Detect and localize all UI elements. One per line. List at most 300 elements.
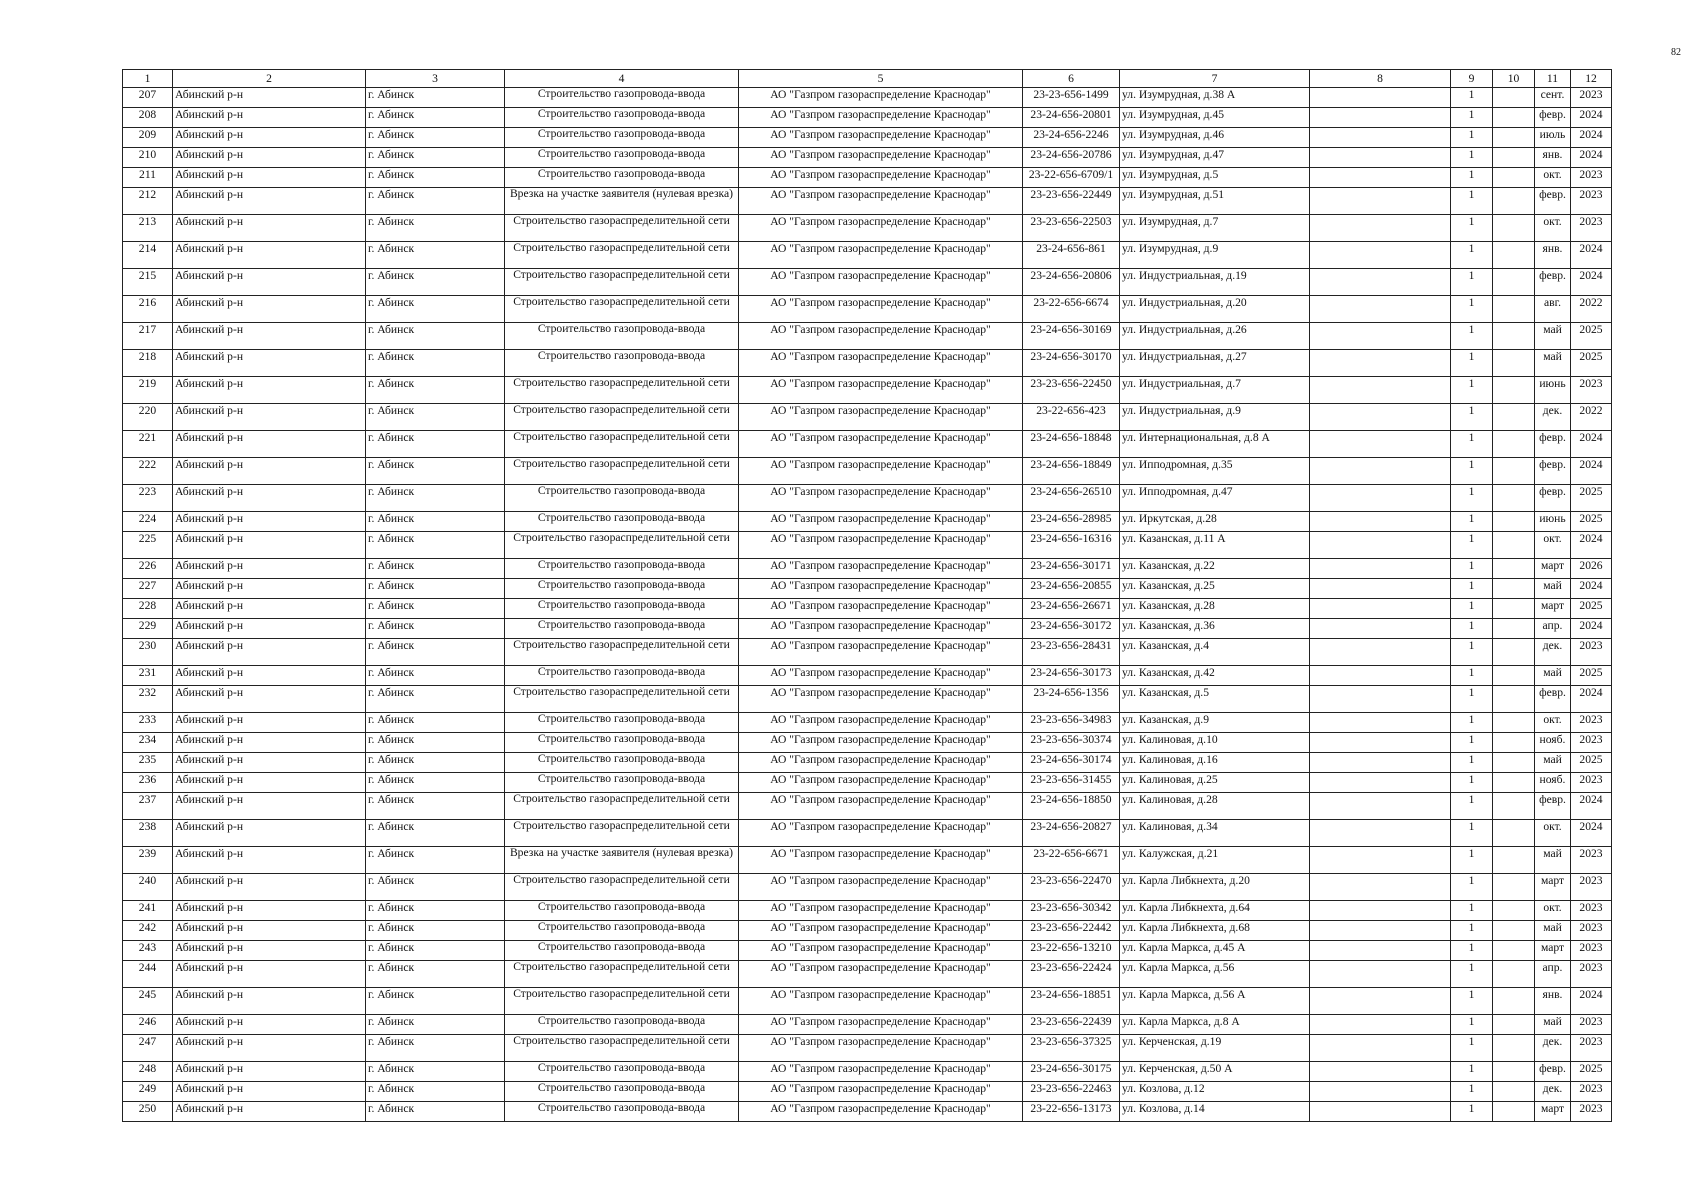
quantity-cell: 1: [1451, 242, 1493, 269]
application-code-cell: 23-23-656-1499: [1023, 88, 1120, 108]
district-cell: Абинский р-н: [173, 619, 366, 639]
row-number-cell: 214: [123, 242, 173, 269]
organization-cell: АО "Газпром газораспределение Краснодар": [739, 323, 1023, 350]
year-cell: 2023: [1571, 901, 1612, 921]
month-cell: окт.: [1535, 215, 1571, 242]
city-cell: г. Абинск: [366, 921, 505, 941]
district-cell: Абинский р-н: [173, 485, 366, 512]
address-cell: ул. Казанская, д.42: [1120, 666, 1310, 686]
city-cell: г. Абинск: [366, 773, 505, 793]
year-cell: 2024: [1571, 128, 1612, 148]
table-row: [123, 733, 1612, 753]
work-type-cell: Строительство газопровода-ввода: [505, 559, 739, 579]
work-type-cell: Строительство газопровода-ввода: [505, 108, 739, 128]
address-cell: ул. Ипподромная, д.35: [1120, 458, 1310, 485]
column-10-cell: [1493, 458, 1535, 485]
city-cell: г. Абинск: [366, 619, 505, 639]
work-type-cell: Строительство газораспределительной сети: [505, 961, 739, 988]
column-8-cell: [1310, 350, 1451, 377]
year-cell: 2023: [1571, 1082, 1612, 1102]
district-cell: Абинский р-н: [173, 148, 366, 168]
column-8-cell: [1310, 215, 1451, 242]
work-type-cell: Строительство газопровода-ввода: [505, 148, 739, 168]
column-8-cell: [1310, 88, 1451, 108]
table-row: [123, 168, 1612, 188]
district-cell: Абинский р-н: [173, 1035, 366, 1062]
year-cell: 2024: [1571, 532, 1612, 559]
work-type-cell: Строительство газораспределительной сети: [505, 1035, 739, 1062]
table-row: [123, 242, 1612, 269]
month-cell: февр.: [1535, 431, 1571, 458]
column-10-cell: [1493, 961, 1535, 988]
quantity-cell: 1: [1451, 619, 1493, 639]
row-number-cell: 212: [123, 188, 173, 215]
register-table: [122, 69, 1612, 1122]
column-10-cell: [1493, 148, 1535, 168]
column-10-cell: [1493, 753, 1535, 773]
quantity-cell: 1: [1451, 921, 1493, 941]
district-cell: Абинский р-н: [173, 323, 366, 350]
city-cell: г. Абинск: [366, 639, 505, 666]
application-code-cell: 23-23-656-22442: [1023, 921, 1120, 941]
organization-cell: АО "Газпром газораспределение Краснодар": [739, 188, 1023, 215]
application-code-cell: 23-24-656-1356: [1023, 686, 1120, 713]
quantity-cell: 1: [1451, 1015, 1493, 1035]
quantity-cell: 1: [1451, 377, 1493, 404]
address-cell: ул. Калужская, д.21: [1120, 847, 1310, 874]
city-cell: г. Абинск: [366, 431, 505, 458]
city-cell: г. Абинск: [366, 733, 505, 753]
organization-cell: АО "Газпром газораспределение Краснодар": [739, 559, 1023, 579]
address-cell: ул. Изумрудная, д.9: [1120, 242, 1310, 269]
work-type-cell: Строительство газораспределительной сети: [505, 874, 739, 901]
year-cell: 2024: [1571, 431, 1612, 458]
month-cell: дек.: [1535, 639, 1571, 666]
organization-cell: АО "Газпром газораспределение Краснодар": [739, 961, 1023, 988]
month-cell: май: [1535, 579, 1571, 599]
address-cell: ул. Ипподромная, д.47: [1120, 485, 1310, 512]
district-cell: Абинский р-н: [173, 847, 366, 874]
year-cell: 2025: [1571, 599, 1612, 619]
row-number-cell: 235: [123, 753, 173, 773]
row-number-cell: 232: [123, 686, 173, 713]
month-cell: февр.: [1535, 793, 1571, 820]
address-cell: ул. Индустриальная, д.26: [1120, 323, 1310, 350]
application-code-cell: 23-24-656-18851: [1023, 988, 1120, 1015]
column-10-cell: [1493, 820, 1535, 847]
quantity-cell: 1: [1451, 686, 1493, 713]
month-cell: янв.: [1535, 988, 1571, 1015]
column-header: 4: [505, 70, 739, 88]
organization-cell: АО "Газпром газораспределение Краснодар": [739, 168, 1023, 188]
column-header: 1: [123, 70, 173, 88]
quantity-cell: 1: [1451, 296, 1493, 323]
district-cell: Абинский р-н: [173, 1015, 366, 1035]
application-code-cell: 23-24-656-20801: [1023, 108, 1120, 128]
district-cell: Абинский р-н: [173, 666, 366, 686]
column-10-cell: [1493, 532, 1535, 559]
quantity-cell: 1: [1451, 1082, 1493, 1102]
column-8-cell: [1310, 619, 1451, 639]
month-cell: май: [1535, 847, 1571, 874]
row-number-cell: 218: [123, 350, 173, 377]
month-cell: окт.: [1535, 168, 1571, 188]
year-cell: 2026: [1571, 559, 1612, 579]
address-cell: ул. Карла Маркса, д.56: [1120, 961, 1310, 988]
row-number-cell: 222: [123, 458, 173, 485]
district-cell: Абинский р-н: [173, 168, 366, 188]
district-cell: Абинский р-н: [173, 215, 366, 242]
table-row: [123, 404, 1612, 431]
application-code-cell: 23-24-656-18849: [1023, 458, 1120, 485]
application-code-cell: 23-23-656-37325: [1023, 1035, 1120, 1062]
column-8-cell: [1310, 921, 1451, 941]
application-code-cell: 23-23-656-22424: [1023, 961, 1120, 988]
application-code-cell: 23-24-656-30171: [1023, 559, 1120, 579]
work-type-cell: Строительство газораспределительной сети: [505, 686, 739, 713]
district-cell: Абинский р-н: [173, 1102, 366, 1122]
district-cell: Абинский р-н: [173, 108, 366, 128]
work-type-cell: Строительство газораспределительной сети: [505, 296, 739, 323]
work-type-cell: Строительство газопровода-ввода: [505, 485, 739, 512]
work-type-cell: Строительство газопровода-ввода: [505, 168, 739, 188]
work-type-cell: Строительство газопровода-ввода: [505, 666, 739, 686]
organization-cell: АО "Газпром газораспределение Краснодар": [739, 874, 1023, 901]
column-10-cell: [1493, 921, 1535, 941]
column-10-cell: [1493, 666, 1535, 686]
work-type-cell: Строительство газораспределительной сети: [505, 639, 739, 666]
quantity-cell: 1: [1451, 404, 1493, 431]
row-number-cell: 234: [123, 733, 173, 753]
work-type-cell: Строительство газопровода-ввода: [505, 323, 739, 350]
address-cell: ул. Казанская, д.36: [1120, 619, 1310, 639]
quantity-cell: 1: [1451, 188, 1493, 215]
year-cell: 2025: [1571, 512, 1612, 532]
column-10-cell: [1493, 296, 1535, 323]
table-row: [123, 215, 1612, 242]
work-type-cell: Строительство газораспределительной сети: [505, 532, 739, 559]
column-8-cell: [1310, 639, 1451, 666]
quantity-cell: 1: [1451, 350, 1493, 377]
work-type-cell: Врезка на участке заявителя (нулевая врезка): [505, 188, 739, 215]
column-10-cell: [1493, 431, 1535, 458]
city-cell: г. Абинск: [366, 377, 505, 404]
column-8-cell: [1310, 532, 1451, 559]
district-cell: Абинский р-н: [173, 512, 366, 532]
table-body: [123, 88, 1612, 1122]
month-cell: февр.: [1535, 458, 1571, 485]
column-8-cell: [1310, 1035, 1451, 1062]
quantity-cell: 1: [1451, 148, 1493, 168]
column-10-cell: [1493, 1015, 1535, 1035]
city-cell: г. Абинск: [366, 404, 505, 431]
organization-cell: АО "Газпром газораспределение Краснодар": [739, 820, 1023, 847]
application-code-cell: 23-24-656-28985: [1023, 512, 1120, 532]
month-cell: янв.: [1535, 242, 1571, 269]
row-number-cell: 249: [123, 1082, 173, 1102]
work-type-cell: Строительство газораспределительной сети: [505, 242, 739, 269]
organization-cell: АО "Газпром газораспределение Краснодар": [739, 941, 1023, 961]
organization-cell: АО "Газпром газораспределение Краснодар": [739, 639, 1023, 666]
city-cell: г. Абинск: [366, 820, 505, 847]
row-number-cell: 240: [123, 874, 173, 901]
row-number-cell: 242: [123, 921, 173, 941]
year-cell: 2024: [1571, 686, 1612, 713]
district-cell: Абинский р-н: [173, 988, 366, 1015]
work-type-cell: Строительство газораспределительной сети: [505, 458, 739, 485]
table-row: [123, 350, 1612, 377]
address-cell: ул. Индустриальная, д.9: [1120, 404, 1310, 431]
work-type-cell: Строительство газопровода-ввода: [505, 941, 739, 961]
work-type-cell: Строительство газопровода-ввода: [505, 1102, 739, 1122]
quantity-cell: 1: [1451, 168, 1493, 188]
month-cell: окт.: [1535, 901, 1571, 921]
city-cell: г. Абинск: [366, 666, 505, 686]
month-cell: март: [1535, 874, 1571, 901]
city-cell: г. Абинск: [366, 458, 505, 485]
column-10-cell: [1493, 773, 1535, 793]
organization-cell: АО "Газпром газораспределение Краснодар": [739, 242, 1023, 269]
column-8-cell: [1310, 874, 1451, 901]
table-row: [123, 512, 1612, 532]
address-cell: ул. Изумрудная, д.51: [1120, 188, 1310, 215]
application-code-cell: 23-24-656-30172: [1023, 619, 1120, 639]
column-10-cell: [1493, 793, 1535, 820]
quantity-cell: 1: [1451, 874, 1493, 901]
month-cell: май: [1535, 666, 1571, 686]
table-row: [123, 458, 1612, 485]
district-cell: Абинский р-н: [173, 431, 366, 458]
work-type-cell: Строительство газораспределительной сети: [505, 377, 739, 404]
month-cell: май: [1535, 753, 1571, 773]
column-header: 8: [1310, 70, 1451, 88]
application-code-cell: 23-24-656-30170: [1023, 350, 1120, 377]
city-cell: г. Абинск: [366, 1082, 505, 1102]
column-10-cell: [1493, 108, 1535, 128]
district-cell: Абинский р-н: [173, 773, 366, 793]
column-10-cell: [1493, 88, 1535, 108]
table-row: [123, 666, 1612, 686]
year-cell: 2024: [1571, 242, 1612, 269]
column-10-cell: [1493, 733, 1535, 753]
organization-cell: АО "Газпром газораспределение Краснодар": [739, 404, 1023, 431]
column-header: 3: [366, 70, 505, 88]
organization-cell: АО "Газпром газораспределение Краснодар": [739, 579, 1023, 599]
table-row: [123, 188, 1612, 215]
address-cell: ул. Карла Маркса, д.45 А: [1120, 941, 1310, 961]
page-number: 82: [1671, 47, 1681, 58]
city-cell: г. Абинск: [366, 988, 505, 1015]
district-cell: Абинский р-н: [173, 188, 366, 215]
table-row: [123, 108, 1612, 128]
address-cell: ул. Индустриальная, д.27: [1120, 350, 1310, 377]
work-type-cell: Строительство газопровода-ввода: [505, 921, 739, 941]
work-type-cell: Строительство газораспределительной сети: [505, 820, 739, 847]
year-cell: 2023: [1571, 1102, 1612, 1122]
table-header: [123, 70, 1612, 88]
column-8-cell: [1310, 961, 1451, 988]
year-cell: 2022: [1571, 296, 1612, 323]
column-8-cell: [1310, 296, 1451, 323]
application-code-cell: 23-22-656-13173: [1023, 1102, 1120, 1122]
table-row: [123, 639, 1612, 666]
district-cell: Абинский р-н: [173, 559, 366, 579]
organization-cell: АО "Газпром газораспределение Краснодар": [739, 847, 1023, 874]
year-cell: 2023: [1571, 713, 1612, 733]
table-row: [123, 686, 1612, 713]
district-cell: Абинский р-н: [173, 350, 366, 377]
application-code-cell: 23-24-656-18848: [1023, 431, 1120, 458]
organization-cell: АО "Газпром газораспределение Краснодар": [739, 599, 1023, 619]
table-row: [123, 296, 1612, 323]
row-number-cell: 231: [123, 666, 173, 686]
quantity-cell: 1: [1451, 713, 1493, 733]
organization-cell: АО "Газпром газораспределение Краснодар": [739, 773, 1023, 793]
month-cell: март: [1535, 941, 1571, 961]
city-cell: г. Абинск: [366, 847, 505, 874]
organization-cell: АО "Газпром газораспределение Краснодар": [739, 1035, 1023, 1062]
row-number-cell: 239: [123, 847, 173, 874]
month-cell: июль: [1535, 128, 1571, 148]
column-8-cell: [1310, 559, 1451, 579]
table-row: [123, 269, 1612, 296]
district-cell: Абинский р-н: [173, 579, 366, 599]
row-number-cell: 246: [123, 1015, 173, 1035]
application-code-cell: 23-23-656-22470: [1023, 874, 1120, 901]
year-cell: 2025: [1571, 753, 1612, 773]
application-code-cell: 23-24-656-30173: [1023, 666, 1120, 686]
year-cell: 2023: [1571, 639, 1612, 666]
district-cell: Абинский р-н: [173, 88, 366, 108]
quantity-cell: 1: [1451, 941, 1493, 961]
year-cell: 2025: [1571, 1062, 1612, 1082]
column-8-cell: [1310, 793, 1451, 820]
quantity-cell: 1: [1451, 961, 1493, 988]
row-number-cell: 241: [123, 901, 173, 921]
organization-cell: АО "Газпром газораспределение Краснодар": [739, 148, 1023, 168]
organization-cell: АО "Газпром газораспределение Краснодар": [739, 215, 1023, 242]
application-code-cell: 23-24-656-30169: [1023, 323, 1120, 350]
column-header: 2: [173, 70, 366, 88]
quantity-cell: 1: [1451, 431, 1493, 458]
city-cell: г. Абинск: [366, 713, 505, 733]
column-8-cell: [1310, 188, 1451, 215]
year-cell: 2024: [1571, 619, 1612, 639]
column-8-cell: [1310, 666, 1451, 686]
quantity-cell: 1: [1451, 639, 1493, 666]
month-cell: янв.: [1535, 148, 1571, 168]
address-cell: ул. Индустриальная, д.19: [1120, 269, 1310, 296]
table-row: [123, 713, 1612, 733]
organization-cell: АО "Газпром газораспределение Краснодар": [739, 431, 1023, 458]
work-type-cell: Строительство газопровода-ввода: [505, 901, 739, 921]
table-row: [123, 377, 1612, 404]
table-row: [123, 1062, 1612, 1082]
row-number-cell: 220: [123, 404, 173, 431]
district-cell: Абинский р-н: [173, 128, 366, 148]
application-code-cell: 23-24-656-20806: [1023, 269, 1120, 296]
column-8-cell: [1310, 377, 1451, 404]
row-number-cell: 244: [123, 961, 173, 988]
year-cell: 2024: [1571, 820, 1612, 847]
column-8-cell: [1310, 458, 1451, 485]
application-code-cell: 23-24-656-20786: [1023, 148, 1120, 168]
address-cell: ул. Изумрудная, д.47: [1120, 148, 1310, 168]
district-cell: Абинский р-н: [173, 532, 366, 559]
address-cell: ул. Казанская, д.5: [1120, 686, 1310, 713]
column-8-cell: [1310, 820, 1451, 847]
quantity-cell: 1: [1451, 128, 1493, 148]
application-code-cell: 23-24-656-16316: [1023, 532, 1120, 559]
work-type-cell: Строительство газопровода-ввода: [505, 1062, 739, 1082]
city-cell: г. Абинск: [366, 961, 505, 988]
year-cell: 2023: [1571, 773, 1612, 793]
column-8-cell: [1310, 599, 1451, 619]
city-cell: г. Абинск: [366, 1062, 505, 1082]
organization-cell: АО "Газпром газораспределение Краснодар": [739, 108, 1023, 128]
table-row: [123, 874, 1612, 901]
city-cell: г. Абинск: [366, 686, 505, 713]
row-number-cell: 213: [123, 215, 173, 242]
row-number-cell: 233: [123, 713, 173, 733]
quantity-cell: 1: [1451, 988, 1493, 1015]
row-number-cell: 225: [123, 532, 173, 559]
row-number-cell: 207: [123, 88, 173, 108]
organization-cell: АО "Газпром газораспределение Краснодар": [739, 485, 1023, 512]
column-header: 6: [1023, 70, 1120, 88]
column-8-cell: [1310, 168, 1451, 188]
year-cell: 2024: [1571, 793, 1612, 820]
city-cell: г. Абинск: [366, 188, 505, 215]
address-cell: ул. Казанская, д.9: [1120, 713, 1310, 733]
table-row: [123, 485, 1612, 512]
row-number-cell: 250: [123, 1102, 173, 1122]
column-8-cell: [1310, 847, 1451, 874]
column-10-cell: [1493, 323, 1535, 350]
organization-cell: АО "Газпром газораспределение Краснодар": [739, 1102, 1023, 1122]
address-cell: ул. Изумрудная, д.5: [1120, 168, 1310, 188]
organization-cell: АО "Газпром газораспределение Краснодар": [739, 753, 1023, 773]
table-row: [123, 1035, 1612, 1062]
city-cell: г. Абинск: [366, 579, 505, 599]
district-cell: Абинский р-н: [173, 599, 366, 619]
address-cell: ул. Калиновая, д.10: [1120, 733, 1310, 753]
application-code-cell: 23-22-656-423: [1023, 404, 1120, 431]
district-cell: Абинский р-н: [173, 874, 366, 901]
table-row: [123, 753, 1612, 773]
district-cell: Абинский р-н: [173, 1062, 366, 1082]
column-8-cell: [1310, 242, 1451, 269]
table-row: [123, 820, 1612, 847]
year-cell: 2024: [1571, 108, 1612, 128]
address-cell: ул. Казанская, д.22: [1120, 559, 1310, 579]
column-8-cell: [1310, 108, 1451, 128]
column-10-cell: [1493, 988, 1535, 1015]
month-cell: окт.: [1535, 713, 1571, 733]
column-10-cell: [1493, 713, 1535, 733]
address-cell: ул. Интернациональная, д.8 А: [1120, 431, 1310, 458]
month-cell: май: [1535, 921, 1571, 941]
year-cell: 2024: [1571, 269, 1612, 296]
year-cell: 2024: [1571, 458, 1612, 485]
address-cell: ул. Козлова, д.12: [1120, 1082, 1310, 1102]
quantity-cell: 1: [1451, 579, 1493, 599]
city-cell: г. Абинск: [366, 269, 505, 296]
month-cell: апр.: [1535, 619, 1571, 639]
table-row: [123, 532, 1612, 559]
column-8-cell: [1310, 686, 1451, 713]
address-cell: ул. Калиновая, д.34: [1120, 820, 1310, 847]
